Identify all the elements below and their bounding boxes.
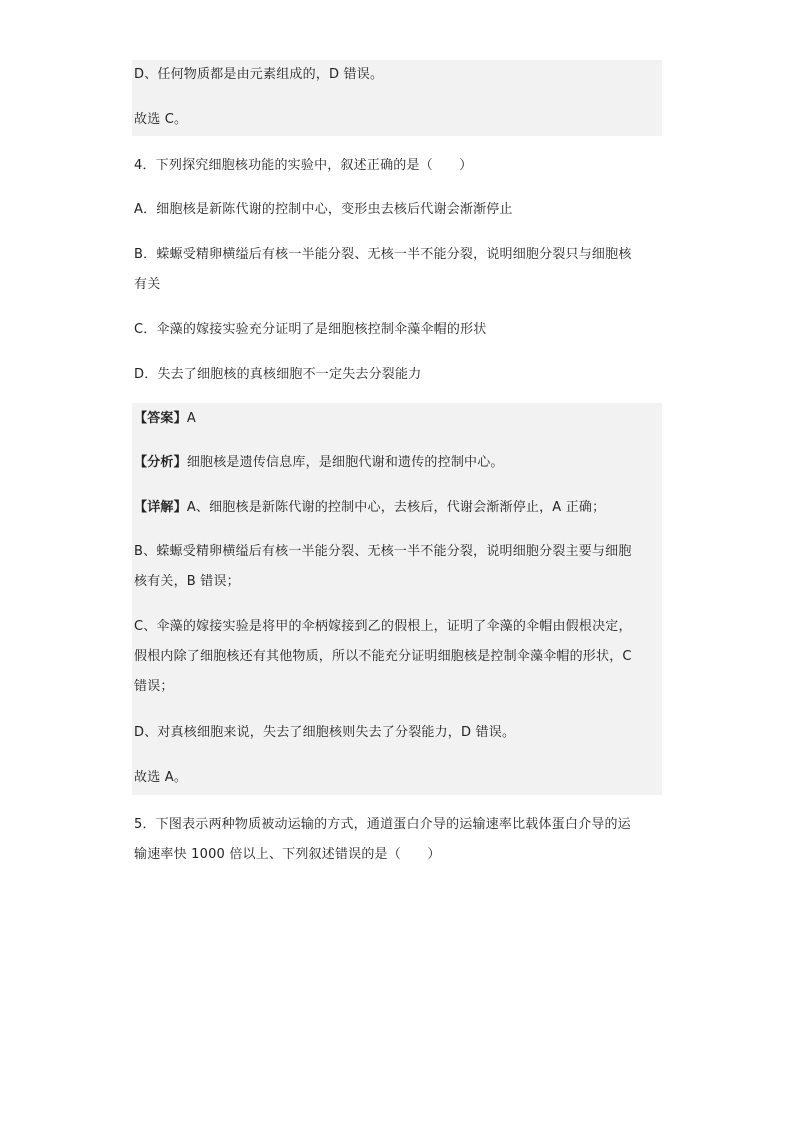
detail-line-c-cont2: 错误； <box>134 679 174 694</box>
detail-tag: 【详解】 <box>134 500 187 515</box>
prev-option-d-explanation: D、任何物质都是由元素组成的，D 错误。 <box>134 67 384 82</box>
question-4-option-a: A．细胞核是新陈代谢的控制中心，变形虫去核后代谢会渐渐停止 <box>134 202 513 217</box>
detail-line-c: C、伞藻的嫁接实验是将甲的伞柄嫁接到乙的假根上，证明了伞藻的伞帽由假根决定， <box>134 619 632 634</box>
question-4-option-b: B．蝾螈受精卵横缢后有核一半能分裂、无核一半不能分裂，说明细胞分裂只与细胞核 <box>134 247 632 262</box>
question-4-stem: 4．下列探究细胞核功能的实验中，叙述正确的是（ ） <box>134 158 473 173</box>
question-4-conclusion: 故选 A。 <box>134 770 188 785</box>
detail-a-text: A、细胞核是新陈代谢的控制中心，去核后，代谢会渐渐停止，A 正确； <box>186 500 606 515</box>
prev-conclusion: 故选 C。 <box>134 112 188 127</box>
detail-line-a <box>134 498 662 518</box>
detail-line-b: B、蝾螈受精卵横缢后有核一半能分裂、无核一半不能分裂，说明细胞分裂主要与细胞 <box>134 544 632 559</box>
detail-line-b-cont: 核有关，B 错误； <box>134 574 240 589</box>
question-5-stem: 5．下图表示两种物质被动运输的方式，通道蛋白介导的运输速率比载体蛋白介导的运 <box>134 817 631 832</box>
question-4-option-b-cont: 有关 <box>134 277 161 292</box>
answer-line <box>134 409 662 429</box>
answer-tag: 【答案】 <box>134 411 187 426</box>
question-5-stem-cont: 输速率快 1000 倍以上、下列叙述错误的是（ ） <box>134 847 441 862</box>
question-4-option-d: D．失去了细胞核的真核细胞不一定失去分裂能力 <box>134 367 422 382</box>
analysis-tag: 【分析】 <box>134 455 187 470</box>
answer-value: A <box>186 411 196 426</box>
analysis-text: 细胞核是遗传信息库，是细胞代谢和遗传的控制中心。 <box>186 455 504 470</box>
detail-line-c-cont1: 假根内除了细胞核还有其他物质，所以不能充分证明细胞核是控制伞藻伞帽的形状，C <box>134 649 632 664</box>
question-4-option-c: C．伞藻的嫁接实验充分证明了是细胞核控制伞藻伞帽的形状 <box>134 322 487 337</box>
detail-line-d: D、对真核细胞来说，失去了细胞核则失去了分裂能力，D 错误。 <box>134 725 516 740</box>
analysis-line <box>134 453 662 473</box>
